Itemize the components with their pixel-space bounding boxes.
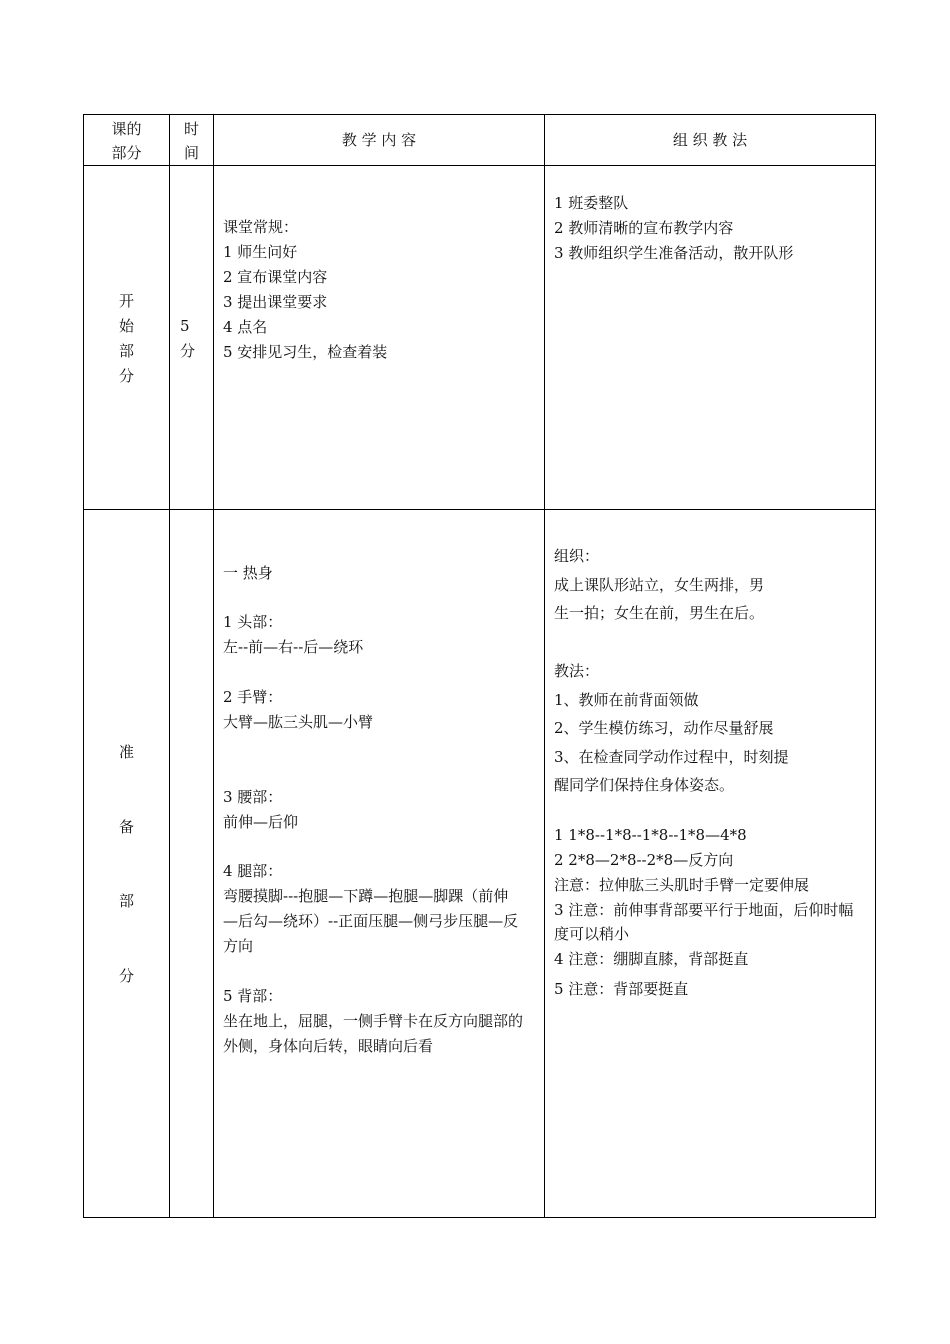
prep-head-title: 1 头部：	[223, 613, 283, 631]
prep-leg-title: 4 腿部：	[223, 862, 283, 880]
header-content: 教 学 内 容	[341, 131, 417, 149]
prep-note-line-2: 2 2*8—2*8--2*8—反方向	[554, 851, 734, 869]
prep-teach-body-line-4: 醒同学们保持住身体姿态。	[554, 776, 735, 794]
table-col-divider-1	[169, 114, 170, 1218]
prep-back-body-line-1: 坐在地上，屈腿，一侧手臂卡在反方向腿部的	[223, 1012, 524, 1030]
start-method-line-1: 1 班委整队	[554, 194, 629, 212]
start-method-line-3: 3 教师组织学生准备活动，散开队形	[554, 244, 794, 262]
header-method: 组 织 教 法	[672, 131, 748, 149]
start-part-char-4: 分	[118, 367, 134, 385]
prep-org-body-line-1: 成上课队形站立，女生两排，男	[554, 576, 765, 594]
prep-back-title: 5 背部：	[223, 987, 283, 1005]
prep-part-char-4: 分	[118, 967, 134, 985]
start-method-line-2: 2 教师清晰的宣布教学内容	[554, 219, 734, 237]
prep-note-line-3: 注意：拉伸肱三头肌时手臂一定要伸展	[554, 876, 810, 894]
prep-note-line-4: 3 注意：前伸事背部要平行于地面，后仰时幅	[554, 901, 854, 919]
table-col-divider-3	[544, 114, 545, 1218]
prep-org-title: 组织：	[554, 547, 600, 565]
table-border-left	[83, 114, 84, 1218]
table-border-bottom	[83, 1217, 876, 1218]
start-part-char-1: 开	[118, 292, 134, 310]
prep-teach-title: 教法：	[554, 662, 600, 680]
prep-teach-body-line-1: 1、教师在前背面领做	[554, 691, 699, 709]
start-content-line-3: 2 宣布课堂内容	[223, 268, 328, 286]
start-content-line-2: 1 师生问好	[223, 243, 298, 261]
prep-note-line-7: 5 注意：背部要挺直	[554, 980, 689, 998]
start-part-char-3: 部	[118, 342, 134, 360]
start-content-line-6: 5 安排见习生，检查着装	[223, 343, 388, 361]
prep-teach-body-line-2: 2、学生模仿练习，动作尽量舒展	[554, 719, 774, 737]
header-time-line-1: 时	[183, 120, 199, 138]
table-border-right	[875, 114, 876, 1218]
prep-warmup-title: 一 热身	[223, 564, 273, 582]
prep-arm-body: 大臂—肱三头肌—小臂	[223, 713, 374, 731]
prep-leg-body-line-3: 方向	[223, 937, 254, 955]
header-part-line-2: 部分	[111, 144, 142, 162]
prep-part-char-3: 部	[118, 892, 134, 910]
table-border-top	[83, 114, 876, 115]
prep-leg-body-line-2: —后勾—绕环）--正面压腿—侧弓步压腿—反	[223, 912, 519, 930]
prep-waist-title: 3 腰部：	[223, 788, 283, 806]
prep-back-body-line-2: 外侧，身体向后转，眼睛向后看	[223, 1037, 434, 1055]
prep-teach-body-line-3: 3、在检查同学动作过程中，时刻提	[554, 748, 789, 766]
start-time-unit: 分	[180, 342, 196, 360]
prep-part-char-1: 准	[118, 743, 134, 761]
prep-leg-body-line-1: 弯腰摸脚---抱腿—下蹲—抱腿—脚踝（前伸	[223, 887, 509, 905]
prep-note-line-5: 度可以稍小	[554, 925, 630, 943]
prep-note-line-6: 4 注意：绷脚直膝，背部挺直	[554, 950, 749, 968]
prep-note-line-1: 1 1*8--1*8--1*8--1*8—4*8	[554, 826, 747, 844]
start-time-value: 5	[180, 317, 190, 335]
table-col-divider-2	[213, 114, 214, 1218]
prep-head-body: 左--前—右--后—绕环	[223, 638, 364, 656]
header-part-line-1: 课的	[111, 120, 142, 138]
prep-arm-title: 2 手臂：	[223, 688, 283, 706]
prep-waist-body: 前伸—后仰	[223, 813, 299, 831]
prep-part-char-2: 备	[118, 818, 134, 836]
table-row-divider	[83, 509, 876, 510]
start-part-char-2: 始	[118, 317, 134, 335]
start-content-line-1: 课堂常规：	[223, 218, 299, 236]
start-content-line-4: 3 提出课堂要求	[223, 293, 328, 311]
header-time-line-2: 间	[183, 144, 199, 162]
start-content-line-5: 4 点名	[223, 318, 268, 336]
prep-org-body-line-2: 生一拍；女生在前，男生在后。	[554, 604, 765, 622]
